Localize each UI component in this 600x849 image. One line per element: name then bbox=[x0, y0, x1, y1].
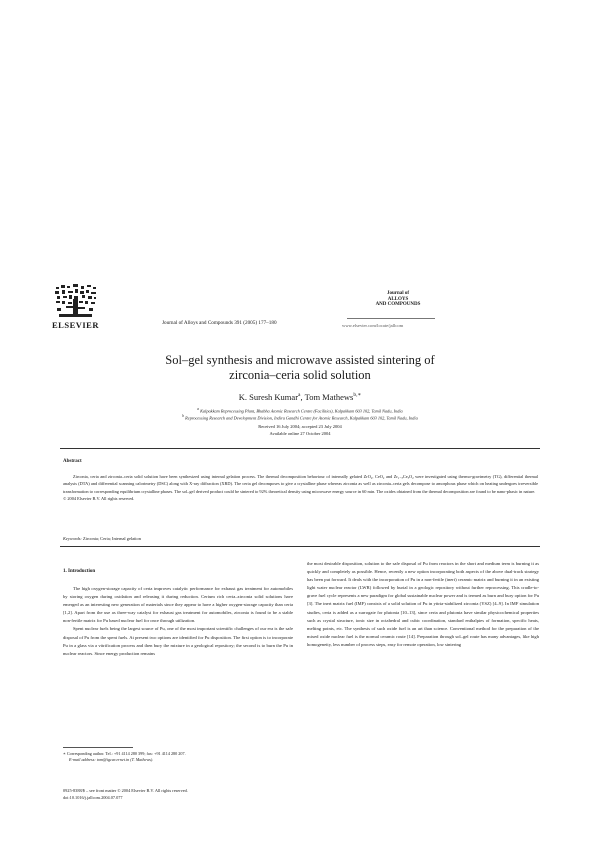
abstract-copyright: © 2004 Elsevier B.V. All rights reserved. bbox=[63, 495, 135, 501]
keywords-text: Zirconia; Ceria; Internal gelation bbox=[82, 536, 141, 541]
author-affiliation-mark: a bbox=[298, 392, 301, 399]
affiliation-text: Reprocessing Research and Development Division, Indira Gandhi Centre for Atomic Research, Kalpakkam 603 102, Tamil Nadu, India bbox=[185, 415, 418, 421]
issn-line: 0925-8388/$ – see front matter © 2004 Elsevier B.V. All rights reserved. bbox=[63, 788, 188, 793]
author-list bbox=[60, 392, 540, 402]
journal-url[interactable]: www.elsevier.com/locate/jallcom bbox=[342, 323, 404, 328]
affiliation-mark: b bbox=[182, 414, 185, 418]
affiliation bbox=[60, 414, 540, 420]
journal-citation: Journal of Alloys and Compounds 391 (2005) 177–180 bbox=[162, 320, 277, 326]
abstract-heading: Abstract bbox=[63, 459, 82, 464]
journal-logo-line: ALLOYS bbox=[387, 296, 409, 302]
doi-line[interactable]: doi:10.1016/j.jallcom.2004.07.077 bbox=[63, 795, 123, 801]
paper-title bbox=[60, 353, 540, 382]
online-date: Available online 27 October 2004 bbox=[269, 431, 331, 436]
email-address[interactable]: E-mail address: tom@igcar.ernet.in (T. Mathews). bbox=[69, 757, 154, 763]
abstract-body bbox=[63, 473, 538, 502]
journal-logo-line: Journal of bbox=[386, 291, 410, 296]
section-heading: 1. Introduction bbox=[63, 569, 96, 574]
affiliation-text: Kalpakkam Reprocessing Plant, Bhabha Atomic Research Centre (Facilities), Kalpakkam 603 102, Tamil Nadu, India bbox=[200, 408, 403, 414]
keywords bbox=[63, 536, 141, 541]
publisher-name: ELSEVIER bbox=[52, 320, 99, 330]
received-dates: Received 16 July 2004; accepted 23 July 2004 bbox=[258, 424, 342, 429]
author-separator: , bbox=[300, 392, 305, 402]
abstract-top-rule bbox=[60, 448, 540, 449]
keywords-label: Keywords: bbox=[63, 536, 82, 541]
elsevier-tree-logo bbox=[54, 284, 98, 320]
corresponding-author: ∗ Corresponding author. Tel.: +91 4114 280 399; fax: +91 4114 280 207. bbox=[63, 751, 186, 756]
title-line: zirconia–ceria solid solution bbox=[229, 367, 371, 382]
author-name: Tom Mathews bbox=[304, 392, 354, 402]
journal-logo bbox=[373, 291, 423, 308]
abstract-bottom-rule bbox=[60, 546, 540, 547]
paragraph: Spent nuclear fuels being the largest source of Pu, one of the most important scientific challenges of our era is the safe disposal of Pu from the spent fuels. At present two options are identified for Pu disposition. The first option is to incorporate Pu in a glass via a vitrification process and then bury the mixture in a geological repository; the second is to burn the Pu in nuclear reactors. Since energy production remains bbox=[63, 626, 293, 656]
journal-logo-line: AND COMPOUNDS bbox=[375, 302, 421, 307]
right-column bbox=[307, 560, 539, 649]
author-affiliation-mark[interactable]: b,∗ bbox=[353, 392, 362, 399]
affiliation bbox=[60, 407, 540, 413]
header-divider bbox=[347, 318, 435, 319]
footnote bbox=[63, 751, 298, 764]
front-matter bbox=[63, 787, 298, 802]
paragraph: The high oxygen-storage capacity of ceria improves catalytic performance for exhaust gas treatment for automobiles by storing oxygen during oxidation and releasing it during reduction. Cerium rich ceria–zirconia solid solutions have emerged as an interesting new generation of materials since they appear to have a higher oxygen-storage capacity than ceria [1,2]. Apart from the use as three-way catalyst for exhaust gas treatment for automobiles, zirconia is found to be a stable non-fertile matrix for Pu based nuclear fuel for once through utilization. bbox=[63, 586, 293, 624]
abstract-text: Zirconia, ceria and zirconia–ceria solid solution have been synthesized using internal gelation process. The thermal decomposition behaviour of internally gelated ZrO₂, CeO₂ and Zr₁₋ₓCeₓO₂ were investigated using thermo-gravimetry (TG), differential thermal analysis (DTA) and differential scanning calorimetry (DSC) along with X-ray diffraction (XRD). The ceria gel decomposes to give a crystalline phase whereas zirconia as well as zirconia–ceria gels decompose to amorphous phase which on heating undergoes irreversible transformation to corresponding equilibrium crystalline phases. The sol–gel derived product could be sintered to 92% theoretical density using microwave energy source in 60 min. The oxides obtained from the thermal decomposition are found to be nano-phasic in nature. bbox=[63, 474, 538, 494]
paragraph: the most desirable disposition, solution to the safe disposal of Pu from reactors in the short and medium term is burning it as quickly and completely as possible. Hence, recently a new option incorporating both aspects of the above dual-track strategy has been put forward. It deals with the incorporation of Pu in a non-fertile (inert) ceramic matrix and burning it in an existing light water nuclear reactor (LWR) followed by burial in a geologic repository without further reprocessing. This cradle-to-grave fuel cycle represents a new paradigm for global sustainable nuclear power and is termed as burn and bury option for Pu [3]. The inert matrix fuel (IMF) consists of a solid solution of Pu in yttria-stabilized zirconia (YSZ) [4–9]. In IMF simulation studies, ceria is added as a surrogate for plutonia [10–13], since ceria and plutonia have similar physicochemical properties such as crystal structure, ionic size in octahedral and cubic coordination, standard enthalpies of formation, specific heats, melting points, etc. The synthesis of such oxide fuel is an art than science. Conventional method for the preparation of the mixed oxide nuclear fuel is the normal ceramic route [14]. Preparation through sol–gel route has many advantages, like high homogeneity, less number of process steps, easy for remote operation, low sintering bbox=[307, 561, 539, 647]
footnote-rule bbox=[63, 747, 133, 748]
author-name: K. Suresh Kumar bbox=[238, 392, 299, 402]
left-column bbox=[63, 585, 293, 658]
affiliation-mark: a bbox=[197, 407, 200, 411]
title-line: Sol–gel synthesis and microwave assisted sintering of bbox=[165, 353, 435, 367]
